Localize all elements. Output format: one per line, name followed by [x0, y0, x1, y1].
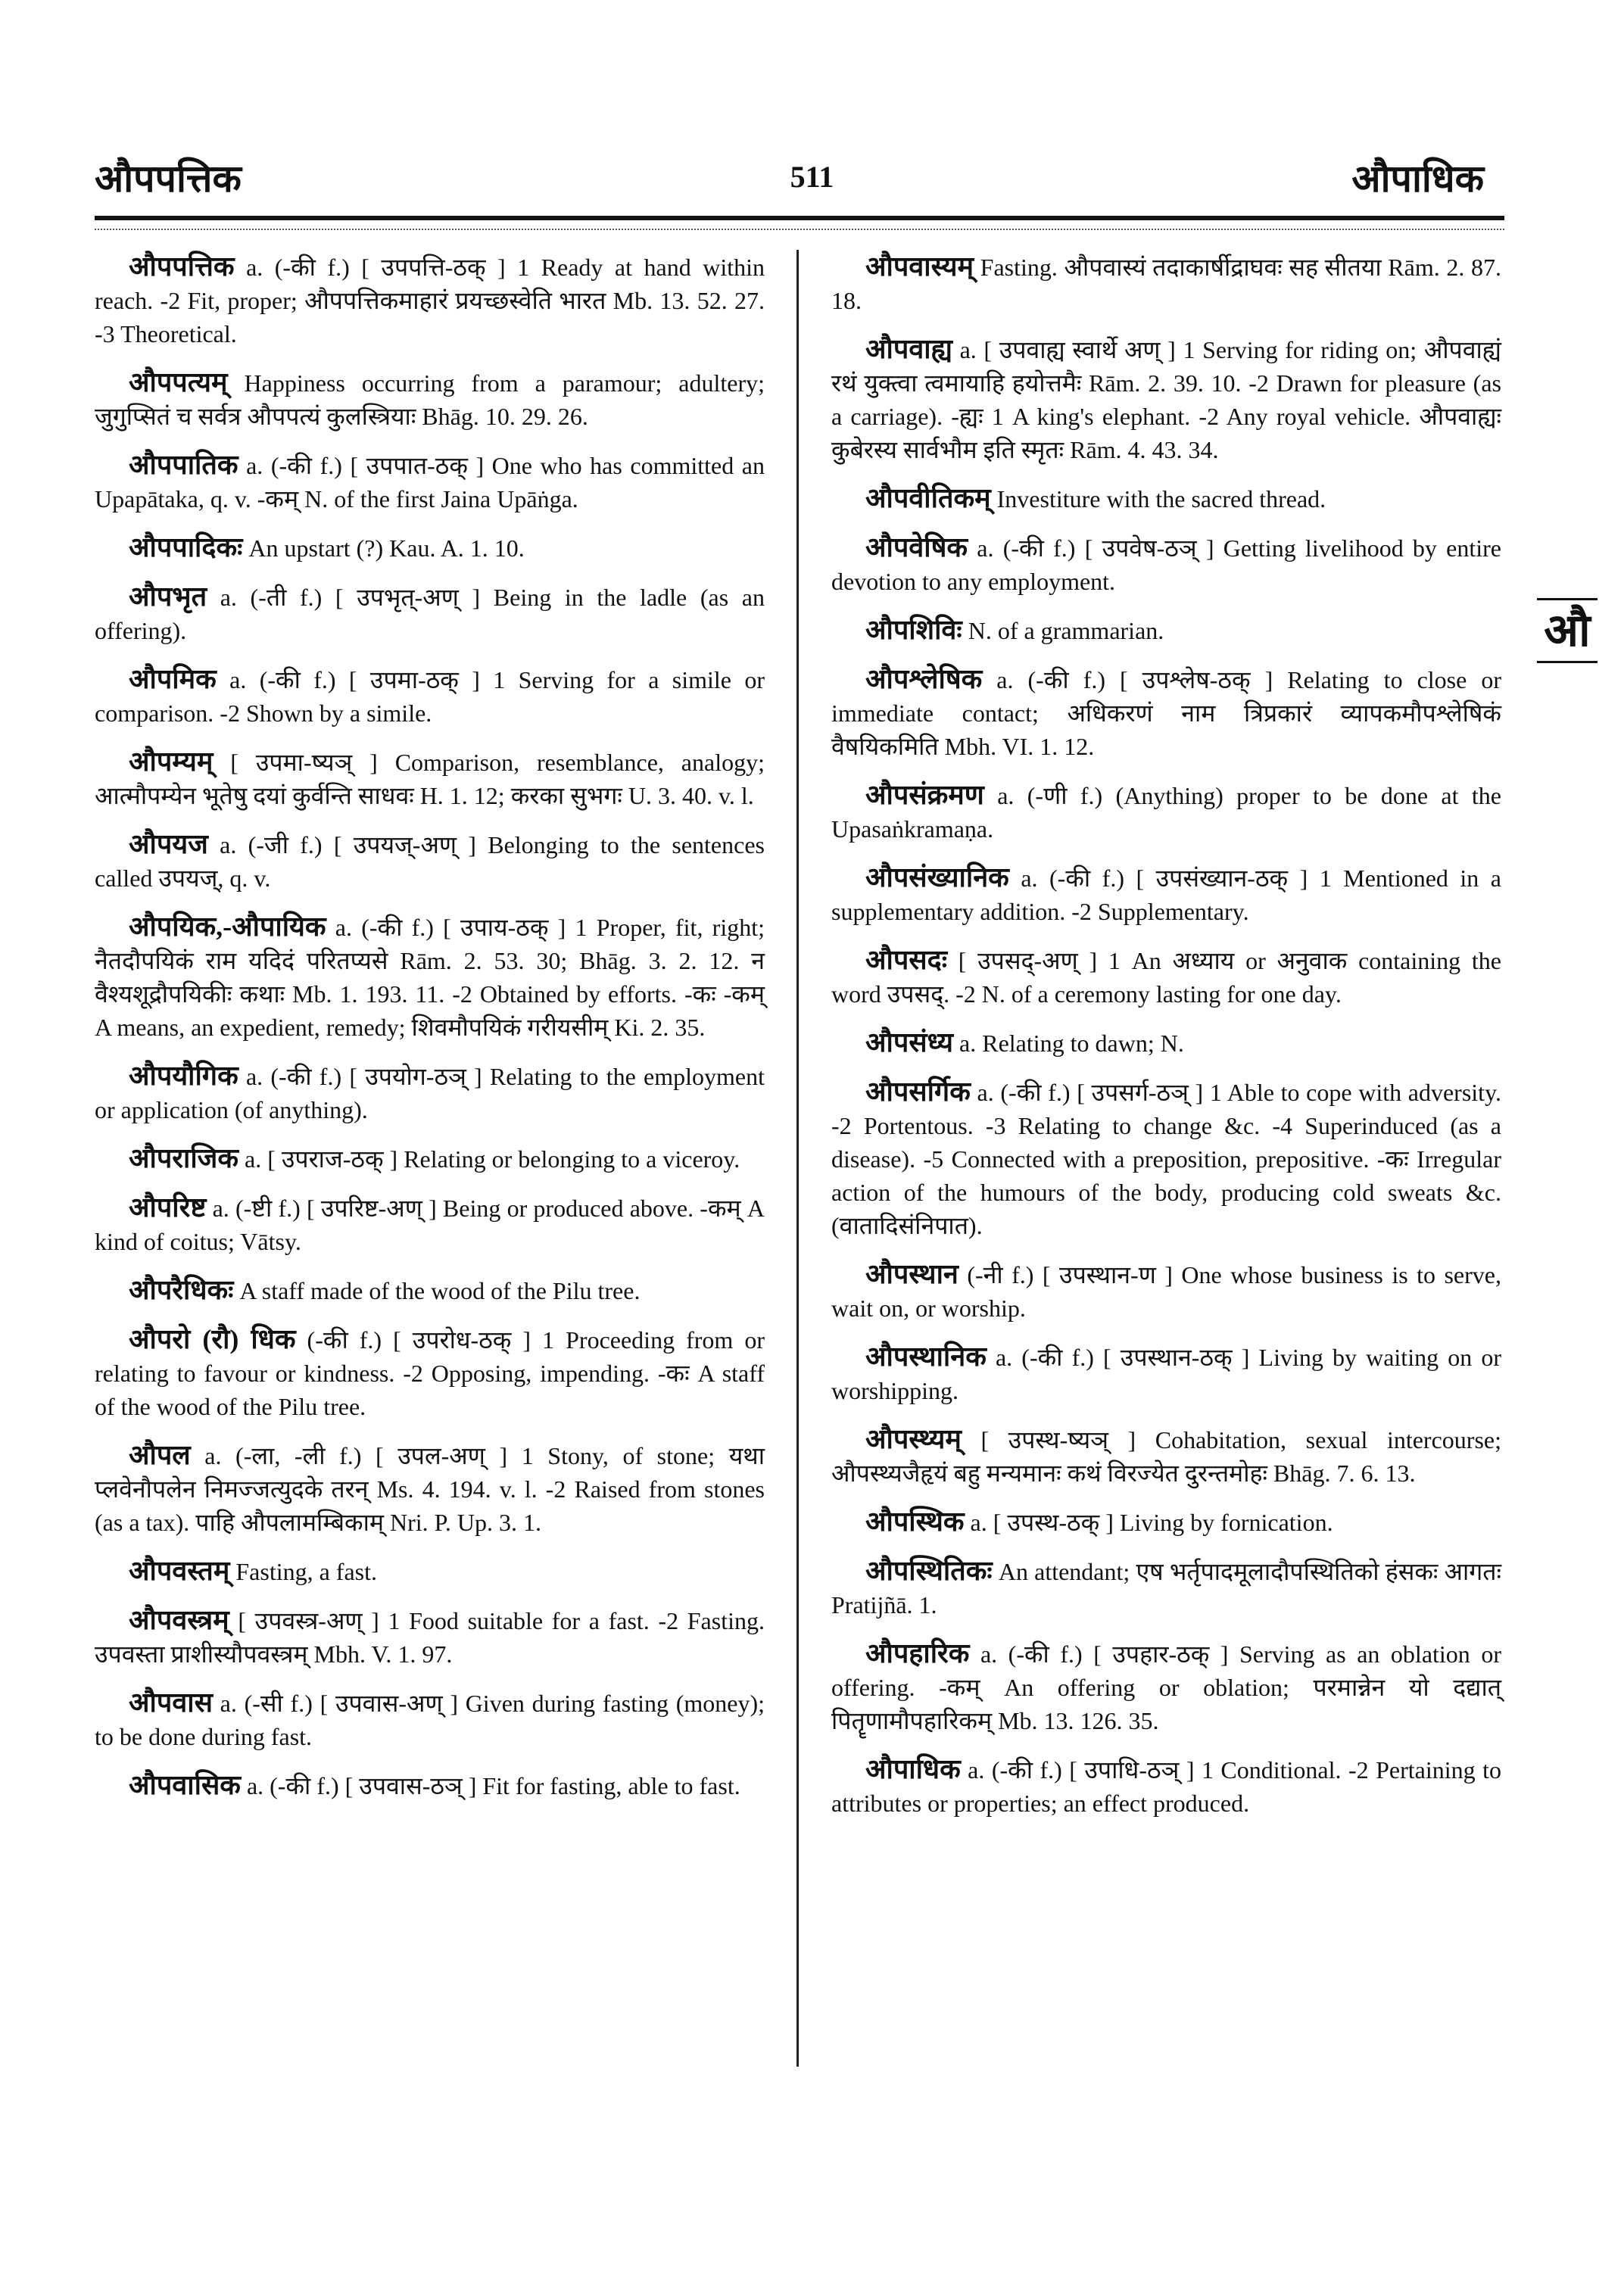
entry-headword: औपसंक्रमण [865, 780, 984, 810]
dictionary-entry [831, 481, 1501, 516]
dictionary-entry [831, 943, 1501, 1011]
entry-definition: a. [ उपराज-ठक् ] Relating or belonging to a viceroy. [238, 1145, 740, 1173]
entry-definition: a. (-जी f.) [ उपयज्-अण् ] Belonging to the sentences called उपयज्, q. v. [95, 831, 765, 892]
entry-headword: औपभृत [129, 581, 207, 612]
left-guide-word: औपपत्तिक [95, 157, 242, 200]
dictionary-entry [831, 778, 1501, 846]
dictionary-entry [95, 1554, 765, 1588]
dictionary-entry [831, 1554, 1501, 1622]
entry-headword: औपरिष्ट [129, 1192, 207, 1223]
dictionary-entry [95, 745, 765, 812]
entry-headword: औपश्लेषिक [865, 664, 983, 694]
entry-definition: a. [ उपस्थ-ठक् ] Living by fornication. [964, 1509, 1333, 1536]
entry-headword: औपवास [129, 1687, 213, 1718]
entry-headword: औपस्थ्यम् [865, 1424, 962, 1454]
dictionary-entry [95, 1768, 765, 1802]
dictionary-entry [95, 250, 765, 350]
entry-definition: a. Relating to dawn; N. [953, 1030, 1184, 1057]
entry-headword: औपपातिक [129, 450, 238, 480]
entry-definition: a. (-णी f.) (Anything) proper to be done at the Upasaṅkramaṇa. [831, 782, 1501, 843]
dictionary-entry [831, 1075, 1501, 1242]
entry-definition: a. (-की f.) [ उपमा-ठक् ] 1 Serving for a simile or comparison. -2 Shown by a simile. [95, 666, 765, 727]
dictionary-entry [95, 1686, 765, 1753]
dictionary-entry [831, 1752, 1501, 1820]
entry-definition: a. (-ष्टी f.) [ उपरिष्ट-अण् ] Being or produced above. -कम् A kind of coitus; Vātsy. [95, 1195, 765, 1255]
page-number: 511 [790, 160, 834, 194]
right-guide-word: औपाधिक [1351, 157, 1484, 200]
entry-definition: a. (-की f.) [ उपवेष-ठञ् ] Getting livelihood by entire devotion to any employment. [831, 534, 1501, 595]
entry-headword: औपशिविः [865, 615, 962, 645]
header-rule [95, 216, 1504, 220]
entry-definition: a. (-की f.) [ उपसंख्यान-ठक् ] 1 Mentioned in a supplementary addition. -2 Supplementary. [831, 865, 1501, 925]
thumb-index-tab: औ [1537, 598, 1598, 663]
entry-headword: औपयिक,-औपायिक [129, 911, 326, 942]
entry-headword: औपम्यम् [129, 746, 214, 777]
dictionary-entry [95, 1142, 765, 1176]
entry-headword: औपयौगिक [129, 1061, 238, 1091]
entry-headword: औपवस्तम् [129, 1556, 230, 1586]
entry-headword: औपस्थिक [865, 1506, 965, 1537]
dictionary-entry [95, 1603, 765, 1671]
dictionary-entry [831, 662, 1501, 763]
entry-definition: a. (-की f.) [ उपस्थान-ठक् ] Living by waiting on or worshipping. [831, 1344, 1501, 1404]
entry-headword: औपरैधिकः [129, 1275, 234, 1305]
entry-headword: औपस्थानिक [865, 1341, 987, 1372]
dictionary-entry [95, 1438, 765, 1539]
entry-definition: A staff made of the wood of the Pilu tree. [233, 1277, 641, 1304]
entry-headword: औपराजिक [129, 1143, 239, 1173]
entry-definition: a. (-सी f.) [ उपवास-अण् ] Given during fasting (money); to be done during fast. [95, 1690, 765, 1750]
dictionary-entry [831, 1257, 1501, 1325]
entry-definition: a. (-ला, -ली f.) [ उपल-अण् ] 1 Stony, of stone; यथा प्लवेनौपलेन निमज्जत्युदके तरन् Ms. 4. 194. v. l. -2 Raised from stones (as a tax). पाहि औपलामम्बिकाम् Nri. P. Up. 3. 1. [95, 1442, 765, 1536]
entry-definition: a. (-की f.) [ उपसर्ग-ठञ् ] 1 Able to cope with adversity. -2 Portentous. -3 Relating to change &c. -4 Superinduced (as a disease). -5 Connected with a preposition, prepositive. -कः Irregular action of the humours of the body, producing cold sweats &c. (वातादिसंनिपात). [831, 1079, 1501, 1239]
header-dotted-rule [95, 229, 1504, 230]
entry-headword: औपस्थितिकः [865, 1556, 993, 1586]
entry-definition: a. (-की f.) [ उपवास-ठञ् ] Fit for fasting, able to fast. [240, 1772, 740, 1799]
entry-headword: औपवासिक [129, 1770, 241, 1800]
dictionary-entry [95, 531, 765, 565]
dictionary-entry [95, 448, 765, 516]
entry-definition: a. (-ती f.) [ उपभृत्-अण् ] Being in the ladle (as an offering). [95, 584, 765, 644]
entry-definition: Investiture with the sacred thread. [990, 485, 1326, 512]
entry-definition: An attendant; एष भर्तृपादमूलादौपस्थितिको हंसकः आगतः Pratijñā. 1. [831, 1558, 1501, 1618]
entry-headword: औपस्थान [865, 1259, 959, 1289]
entry-definition: a. (-की f.) [ उपश्लेष-ठक् ] Relating to close or immediate contact; अधिकरणं नाम त्रिप्रकारं व्यापकमौपश्लेषिकं वैषयिकमिति Mbh. VI. 1. 12. [831, 666, 1501, 760]
left-column [95, 250, 765, 1818]
dictionary-entry [831, 613, 1501, 647]
entry-headword: औपवाह्य [865, 334, 952, 364]
entry-definition: (-की f.) [ उपरोध-ठक् ] 1 Proceeding from or relating to favour or kindness. -2 Opposing, impending. -कः A staff of the wood of the Pilu tree. [95, 1326, 765, 1420]
entry-headword: औपपादिकः [129, 532, 243, 562]
entry-definition: a. (-की f.) [ उपपात-ठक् ] One who has committed an Upapātaka, q. v. -कम् N. of the first Jaina Upāṅga. [95, 452, 765, 512]
entry-definition: a. [ उपवाह्य स्वार्थे अण् ] 1 Serving for riding on; औपवाह्यं रथं युक्त्वा त्वमायाहि हयोत्तमैः Rām. 2. 39. 10. -2 Drawn for pleasure (as a carriage). -ह्यः 1 A king's elephant. -2 Any royal vehicle. औपवाह्यः कुबेरस्य सार्वभौम इति स्मृतः Rām. 4. 43. 34. [831, 336, 1501, 463]
dictionary-entry [95, 910, 765, 1044]
entry-definition: [ उपमा-ष्यञ् ] Comparison, resemblance, analogy; आत्मौपम्येन भूतेषु दयां कुर्वन्ति साधवः H. 1. 12; करका सुभगः U. 3. 40. v. l. [95, 749, 765, 809]
entry-definition: N. of a grammarian. [962, 617, 1164, 644]
entry-headword: औपवस्त्रम् [129, 1605, 229, 1635]
dictionary-entry [95, 662, 765, 730]
dictionary-entry [831, 1505, 1501, 1539]
entry-headword: औपपत्यम् [129, 367, 228, 397]
entry-headword: औपमिक [129, 664, 217, 694]
entry-headword: औपाधिक [865, 1754, 961, 1784]
dictionary-entry [831, 531, 1501, 598]
entry-headword: औपसदः [865, 945, 948, 975]
entry-definition: a. (-की f.) [ उपयोग-ठञ् ] Relating to the employment or application (of anything). [95, 1063, 765, 1123]
dictionary-entry [831, 1026, 1501, 1060]
entry-definition: a. (-की f.) [ उपाय-ठक् ] 1 Proper, fit, right; नैतदौपयिकं राम यदिदं परितप्यसे Rām. 2. 53. 30; Bhāg. 3. 2. 12. न वैश्यशूद्रौपयिकीः कथाः Mb. 1. 193. 11. -2 Obtained by efforts. -कः -कम् A means, an expedient, remedy; शिवमौपयिकं गरीयसीम् Ki. 2. 35. [95, 914, 765, 1041]
entry-definition: Fasting. औपवास्यं तदाकार्षीद्राघवः सह सीतया Rām. 2. 87. 18. [831, 254, 1501, 314]
entry-headword: औपसंध्य [865, 1027, 954, 1058]
dictionary-entry [95, 827, 765, 895]
dictionary-entry [95, 1059, 765, 1126]
entry-definition: An upstart (?) Kau. A. 1. 10. [242, 534, 525, 562]
entry-headword: औपसंख्यानिक [865, 862, 1009, 893]
column-divider [796, 250, 799, 2067]
dictionary-entry [831, 1340, 1501, 1407]
dictionary-entry [831, 250, 1501, 317]
entry-headword: औपवास्यम् [865, 251, 974, 282]
entry-headword: औपसर्गिक [865, 1076, 971, 1107]
dictionary-entry [95, 1191, 765, 1258]
entry-headword: औपयज [129, 829, 208, 859]
dictionary-entry [95, 1323, 765, 1423]
entry-definition: Happiness occurring from a paramour; adultery; जुगुप्सितं च सर्वत्र औपपत्यं कुलस्त्रियाः Bhāg. 10. 29. 26. [95, 369, 765, 430]
entry-definition: Fasting, a fast. [229, 1558, 377, 1585]
dictionary-entry [831, 861, 1501, 928]
entry-headword: औपवेषिक [865, 532, 968, 562]
entry-definition: [ उपस्थ-ष्यञ् ] Cohabitation, sexual intercourse; औपस्थ्यजैहृयं बहु मन्यमानः कथं विरज्येत दुरन्तमोहः Bhāg. 7. 6. 13. [831, 1426, 1501, 1487]
entry-headword: औपवीतिकम् [865, 483, 991, 513]
entry-definition: a. (-की f.) [ उपपत्ति-ठक् ] 1 Ready at hand within reach. -2 Fit, proper; औपपत्तिकमाहारं प्रयच्छस्वेति भारत Mb. 13. 52. 27. -3 Theoretical. [95, 254, 765, 347]
entry-headword: औपल [129, 1440, 191, 1470]
entry-definition: a. (-की f.) [ उपाधि-ठञ् ] 1 Conditional. -2 Pertaining to attributes or properties; an effect produced. [831, 1756, 1501, 1817]
dictionary-entry [95, 366, 765, 433]
entry-definition: a. (-की f.) [ उपहार-ठक् ] Serving as an oblation or offering. -कम् An offering or oblation; परमान्नेन यो दद्यात् पितॄणामौपहारिकम् Mb. 13. 126. 35. [831, 1640, 1501, 1734]
entry-headword: औपरो (रौ) धिक [129, 1324, 296, 1354]
entry-headword: औपहारिक [865, 1638, 970, 1668]
entry-definition: [ उपसद्-अण् ] 1 An अध्याय or अनुवाक containing the word उपसद्. -2 N. of a ceremony lasting for one day. [831, 947, 1501, 1008]
dictionary-entry [95, 580, 765, 647]
right-column [831, 250, 1501, 1835]
entry-headword: औपपत्तिक [129, 251, 235, 282]
entry-definition: [ उपवस्त्र-अण् ] 1 Food suitable for a fast. -2 Fasting. उपवस्ता प्राशीस्यौपवस्त्रम् Mbh. V. 1. 97. [95, 1607, 765, 1668]
dictionary-entry [831, 1637, 1501, 1737]
dictionary-entry [831, 1422, 1501, 1490]
dictionary-entry [831, 332, 1501, 466]
dictionary-entry [95, 1273, 765, 1307]
entry-definition: (-नी f.) [ उपस्थान-ण ] One whose business is to serve, wait on, or worship. [831, 1261, 1501, 1322]
